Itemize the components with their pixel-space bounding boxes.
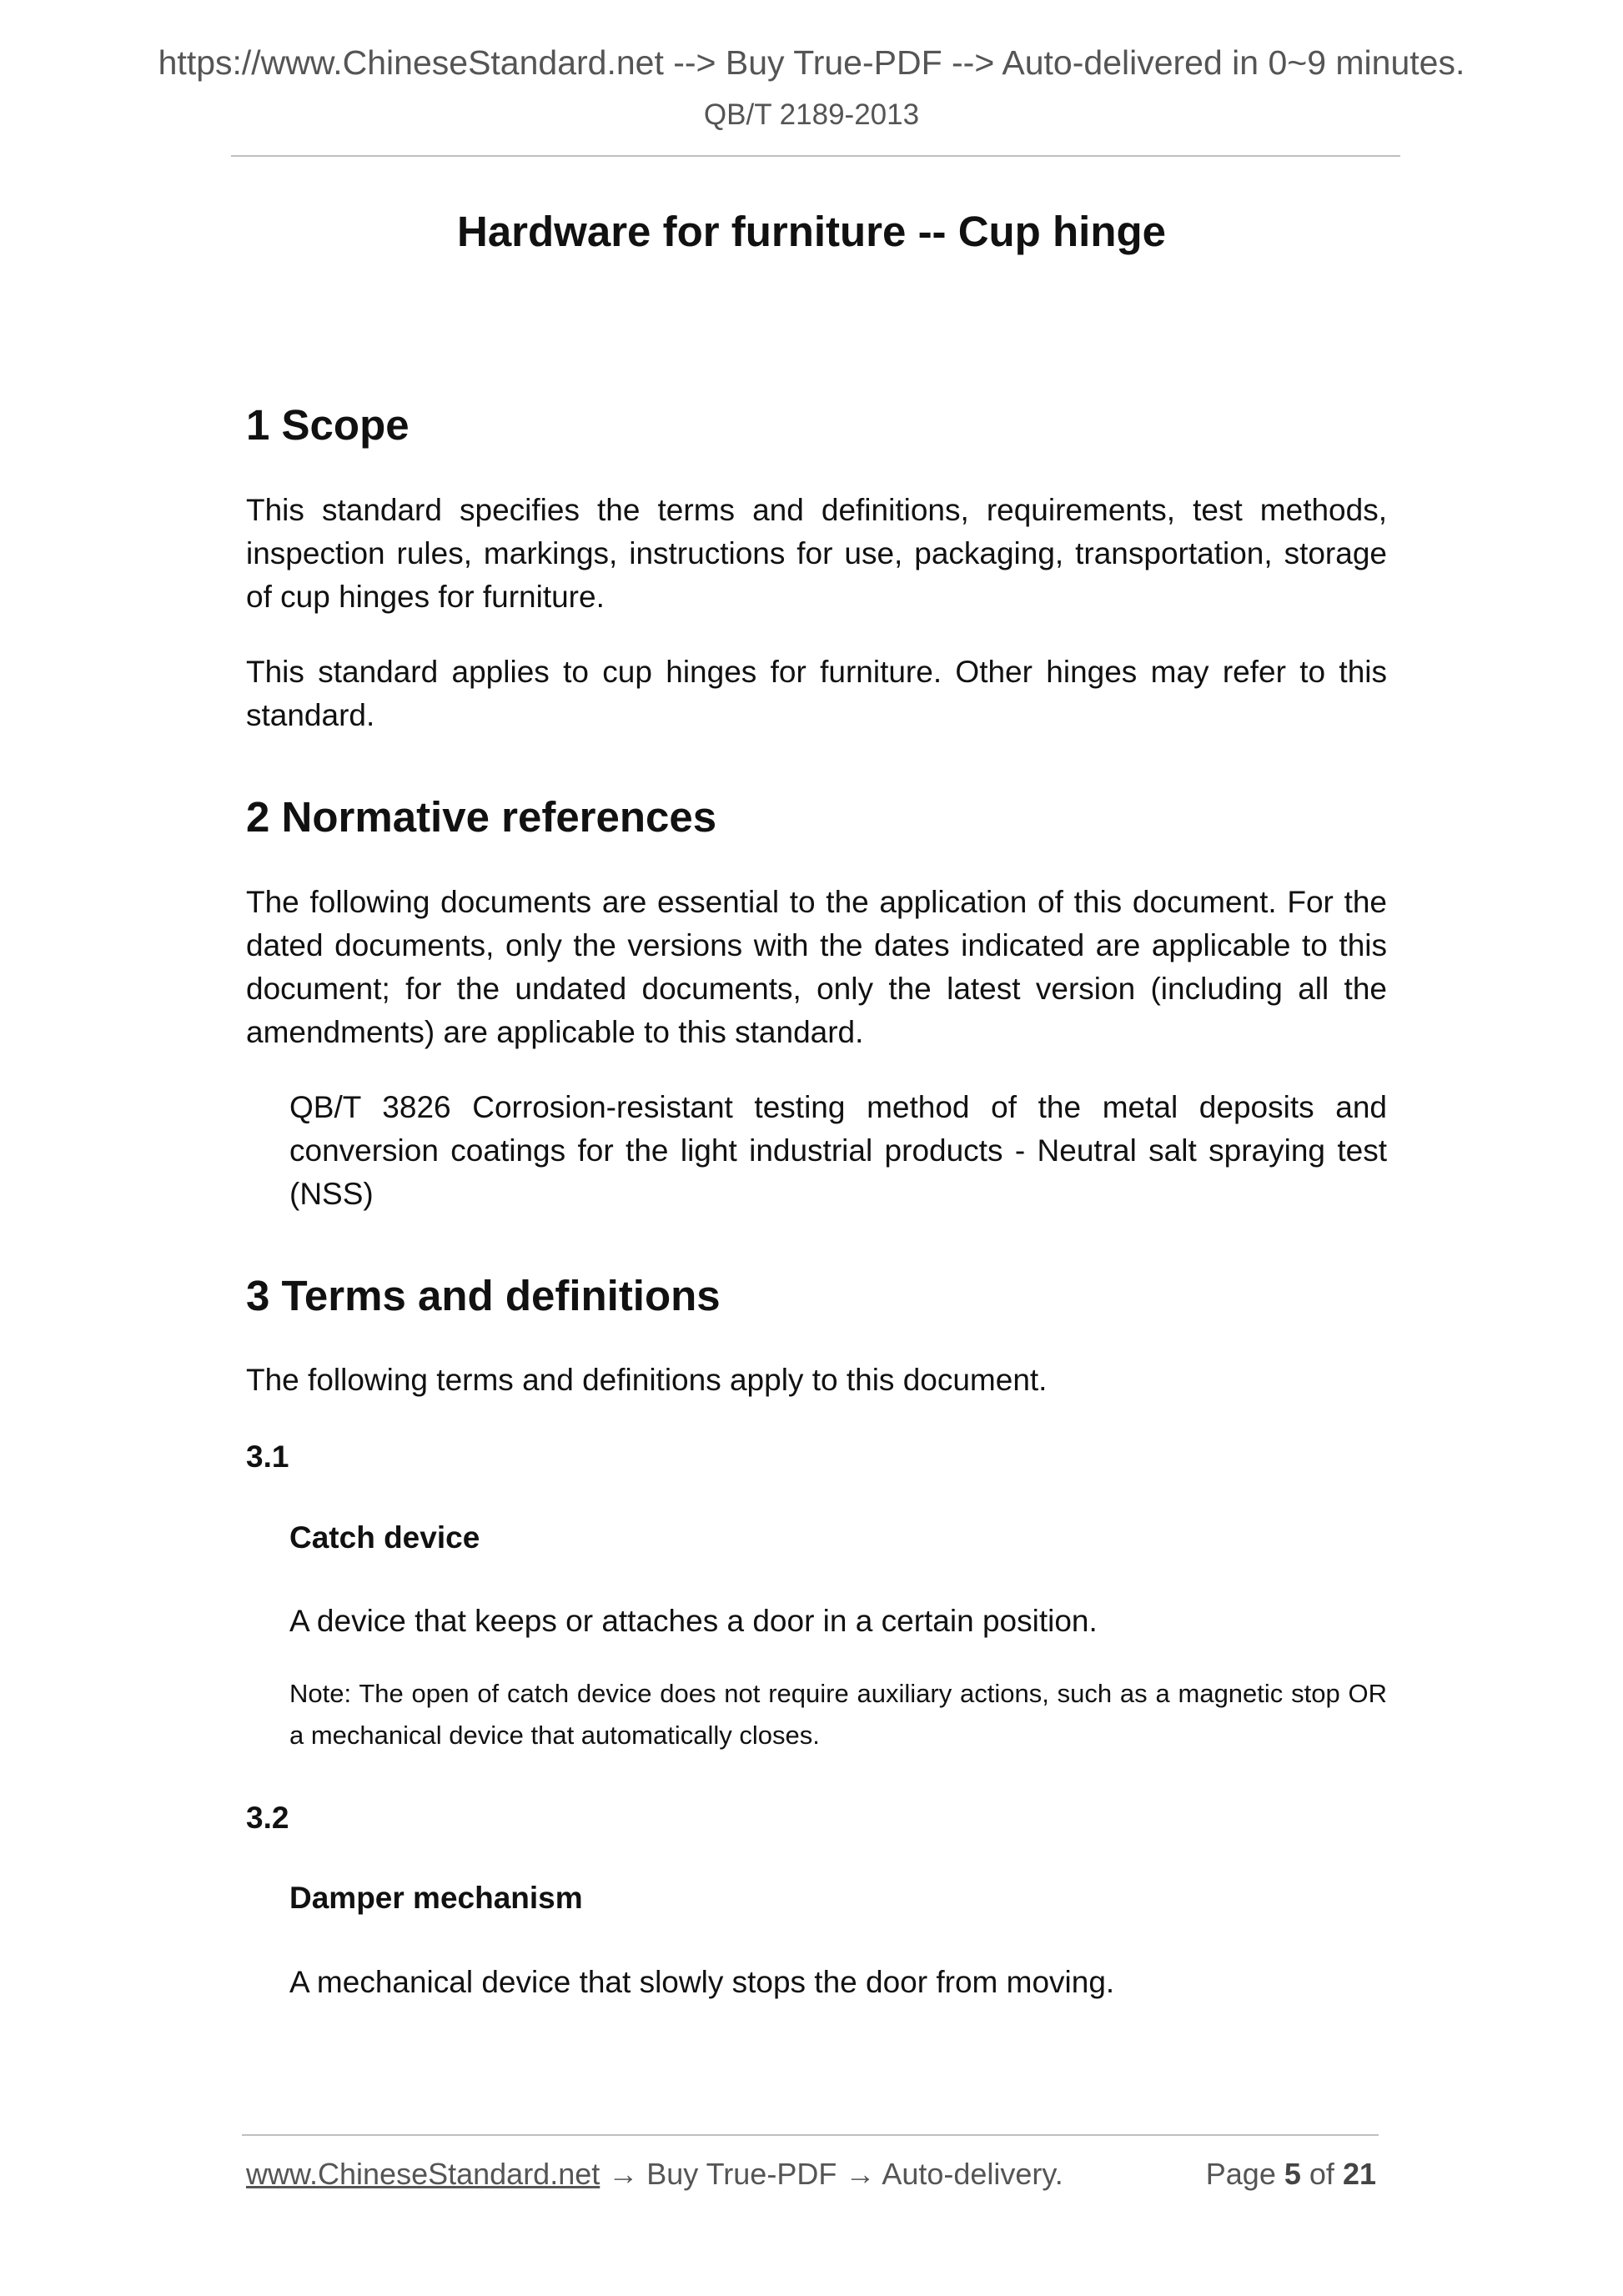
- page-indicator: [1206, 2157, 1376, 2192]
- clause-number: 3.1: [246, 1439, 289, 1475]
- section-heading-scope: 1 Scope: [246, 401, 410, 449]
- section-heading-normative-references: 2 Normative references: [246, 792, 717, 841]
- scope-paragraph-1: This standard specifies the terms and definitions, requirements, test methods, inspection rules, markings, instructions for use, packaging, transportation, storage of cup hinges for furniture.: [246, 492, 1387, 614]
- header-divider: [231, 155, 1400, 157]
- header-url-line: https://www.ChineseStandard.net --> Buy True-PDF --> Auto-delivered in 0~9 minutes.: [158, 43, 1465, 82]
- page-number: 5: [1284, 2157, 1301, 2191]
- footer-divider: [242, 2134, 1379, 2136]
- page-word: Page: [1205, 2157, 1276, 2191]
- terms-intro: The following terms and definitions apply to this document.: [246, 1363, 1048, 1398]
- footer-website-link[interactable]: www.ChineseStandard.net: [246, 2157, 600, 2191]
- clause-number: 3.2: [246, 1801, 289, 1836]
- document-body: [246, 399, 1387, 2036]
- term-definition: A mechanical device that slowly stops the door from moving.: [289, 1964, 1115, 1999]
- term-note: Note: The open of catch device does not require auxiliary actions, such as a magnetic stop OR a mechanical device that automatically closes.: [289, 1679, 1387, 1751]
- footer-left: [246, 2157, 1063, 2192]
- page-total: 21: [1342, 2157, 1376, 2191]
- of-word: of: [1309, 2157, 1334, 2191]
- section-heading-terms: 3 Terms and definitions: [246, 1271, 721, 1319]
- term-name: Catch device: [289, 1520, 480, 1555]
- normative-paragraph: The following documents are essential to the application of this document. For the dated documents, only the versions with the dates indicated are applicable to this document; for the undated documents, only the latest version (including all the amendments) are applicable to this standard.: [246, 884, 1387, 1049]
- term-name: Damper mechanism: [289, 1881, 583, 1916]
- normative-reference-item: QB/T 3826 Corrosion-resistant testing method of the metal deposits and conversion coatings for the light industrial products - Neutral salt spraying test (NSS): [289, 1089, 1387, 1211]
- term-definition: A device that keeps or attaches a door in a certain position.: [289, 1604, 1098, 1639]
- header-standard-code: QB/T 2189-2013: [703, 98, 920, 131]
- document-title: Hardware for furniture -- Cup hinge: [456, 208, 1167, 255]
- footer-tagline: → Buy True-PDF → Auto-delivery.: [600, 2157, 1063, 2191]
- scope-paragraph-2: This standard applies to cup hinges for furniture. Other hinges may refer to this standard.: [246, 654, 1387, 732]
